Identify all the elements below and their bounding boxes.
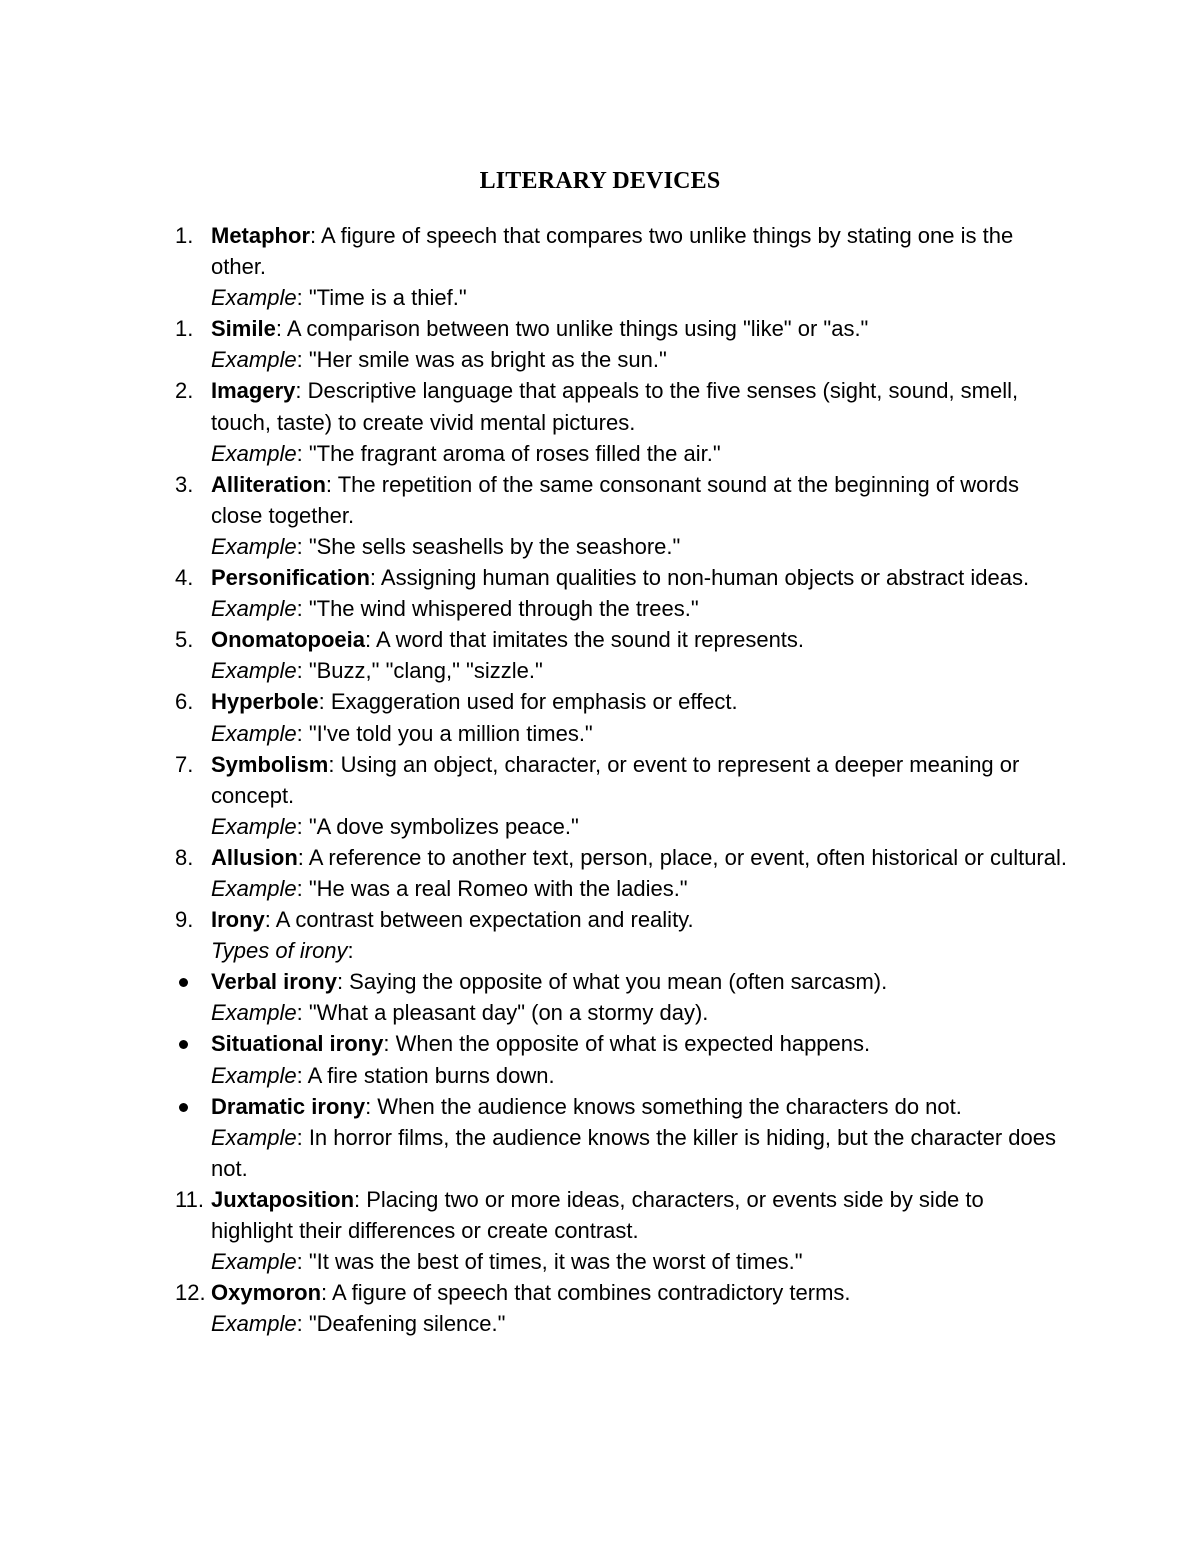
example-text: : "What a pleasant day" (on a stormy day). xyxy=(296,1000,709,1026)
list-number: 1. xyxy=(175,223,194,248)
list-item xyxy=(0,562,1071,624)
irony-type-definition: : When the audience knows something the characters do not. xyxy=(365,1093,962,1119)
irony-type-definition: : Saying the opposite of what you mean (often sarcasm). xyxy=(336,969,888,995)
device-term: Irony xyxy=(211,907,265,933)
example-text: : "I've told you a million times." xyxy=(296,720,593,746)
list-item xyxy=(0,220,1071,313)
bullet-icon xyxy=(179,978,188,987)
example-label: Example xyxy=(211,285,297,311)
list-number: 8. xyxy=(175,844,194,870)
example-label: Example xyxy=(211,720,297,746)
list-item xyxy=(0,375,1071,468)
list-item xyxy=(0,1184,1071,1277)
list-item xyxy=(0,624,1071,686)
list-item xyxy=(0,904,1071,966)
device-term: Juxtaposition xyxy=(211,1186,355,1212)
device-term: Onomatopoeia xyxy=(211,627,366,653)
list-item xyxy=(0,686,1071,748)
device-definition: : Placing two or more ideas, characters, or events side by side to highlight their differences or create contrast. xyxy=(211,1186,984,1243)
example-text: : A fire station burns down. xyxy=(296,1062,555,1088)
list-item xyxy=(0,749,1071,842)
irony-type-term: Situational irony xyxy=(211,1031,384,1057)
device-definition: : Assigning human qualities to non-human objects or abstract ideas. xyxy=(369,565,1030,591)
example-label: Example xyxy=(211,1124,297,1150)
example-label: Example xyxy=(211,596,297,622)
bullet-icon xyxy=(179,1103,188,1112)
list-item xyxy=(0,842,1071,904)
list-number: 1. xyxy=(175,316,194,342)
example-text: : "The wind whispered through the trees." xyxy=(296,596,699,622)
irony-type-definition: : When the opposite of what is expected happens. xyxy=(383,1031,871,1057)
example-text: : "Time is a thief." xyxy=(296,285,467,311)
list-item xyxy=(0,313,1071,375)
device-term: Hyperbole xyxy=(211,689,319,715)
device-definition: : Using an object, character, or event to represent a deeper meaning or concept. xyxy=(211,751,1020,808)
list-number: 4. xyxy=(175,565,194,591)
bullet-item xyxy=(0,966,1071,1028)
list-number: 5. xyxy=(175,627,194,653)
irony-type-term: Dramatic irony xyxy=(211,1093,366,1119)
example-text: : "He was a real Romeo with the ladies." xyxy=(296,875,688,901)
irony-types-label: Types of irony xyxy=(211,938,348,964)
device-definition: : The repetition of the same consonant sound at the beginning of words close together. xyxy=(211,471,1019,528)
example-label: Example xyxy=(211,1311,297,1337)
example-text: : "Buzz," "clang," "sizzle." xyxy=(296,658,543,684)
device-term: Imagery xyxy=(211,378,296,404)
device-definition: : A figure of speech that combines contradictory terms. xyxy=(321,1280,851,1306)
device-term: Personification xyxy=(211,565,370,591)
device-term: Allusion xyxy=(211,844,298,870)
list-number: 9. xyxy=(175,907,194,933)
device-definition: : A comparison between two unlike things using "like" or "as." xyxy=(275,316,869,342)
list-item xyxy=(0,469,1071,562)
list-number: 6. xyxy=(175,689,194,715)
bullet-item xyxy=(0,1028,1071,1090)
example-label: Example xyxy=(211,533,297,559)
list-item xyxy=(0,1277,1071,1339)
device-term: Symbolism xyxy=(211,751,329,777)
example-text: : "A dove symbolizes peace." xyxy=(296,813,579,839)
example-text: : "It was the best of times, it was the worst of times." xyxy=(296,1249,803,1275)
example-label: Example xyxy=(211,1249,297,1275)
list-number: 7. xyxy=(175,751,194,777)
example-text: : In horror films, the audience knows the killer is hiding, but the character does not. xyxy=(211,1124,1056,1181)
example-label: Example xyxy=(211,347,297,373)
example-text: : "She sells seashells by the seashore." xyxy=(296,533,681,559)
device-definition: : A reference to another text, person, place, or event, often historical or cultural. xyxy=(297,844,1067,870)
device-term: Oxymoron xyxy=(211,1280,322,1306)
device-definition: : A word that imitates the sound it represents. xyxy=(365,627,805,653)
list-number: 2. xyxy=(175,378,194,404)
example-text: : "Deafening silence." xyxy=(296,1311,506,1337)
example-label: Example xyxy=(211,813,297,839)
device-term: Metaphor xyxy=(211,223,310,248)
irony-type-term: Verbal irony xyxy=(211,969,337,995)
device-definition: : A contrast between expectation and reality. xyxy=(264,907,694,933)
bullet-icon xyxy=(179,1040,188,1049)
device-definition: : Exaggeration used for emphasis or effect. xyxy=(318,689,738,715)
list-number: 11. xyxy=(175,1186,204,1212)
irony-types-colon: : xyxy=(347,938,354,964)
bullet-item xyxy=(0,1091,1071,1184)
literary-devices-list xyxy=(0,220,1200,1339)
example-text: : "The fragrant aroma of roses filled the air." xyxy=(296,440,721,466)
document-title: LITERARY DEVICES xyxy=(479,168,721,194)
example-label: Example xyxy=(211,1062,297,1088)
device-term: Simile xyxy=(211,316,276,342)
example-label: Example xyxy=(211,875,297,901)
device-definition: : Descriptive language that appeals to the five senses (sight, sound, smell, touch, taste) to create vivid mental pictures. xyxy=(211,378,1019,435)
list-number: 3. xyxy=(175,471,194,497)
example-label: Example xyxy=(211,658,297,684)
device-definition: : A figure of speech that compares two unlike things by stating one is the other. xyxy=(211,223,1014,280)
device-term: Alliteration xyxy=(211,471,326,497)
example-text: : "Her smile was as bright as the sun." xyxy=(296,347,667,373)
example-label: Example xyxy=(211,1000,297,1026)
list-number: 12. xyxy=(175,1280,206,1306)
example-label: Example xyxy=(211,440,297,466)
